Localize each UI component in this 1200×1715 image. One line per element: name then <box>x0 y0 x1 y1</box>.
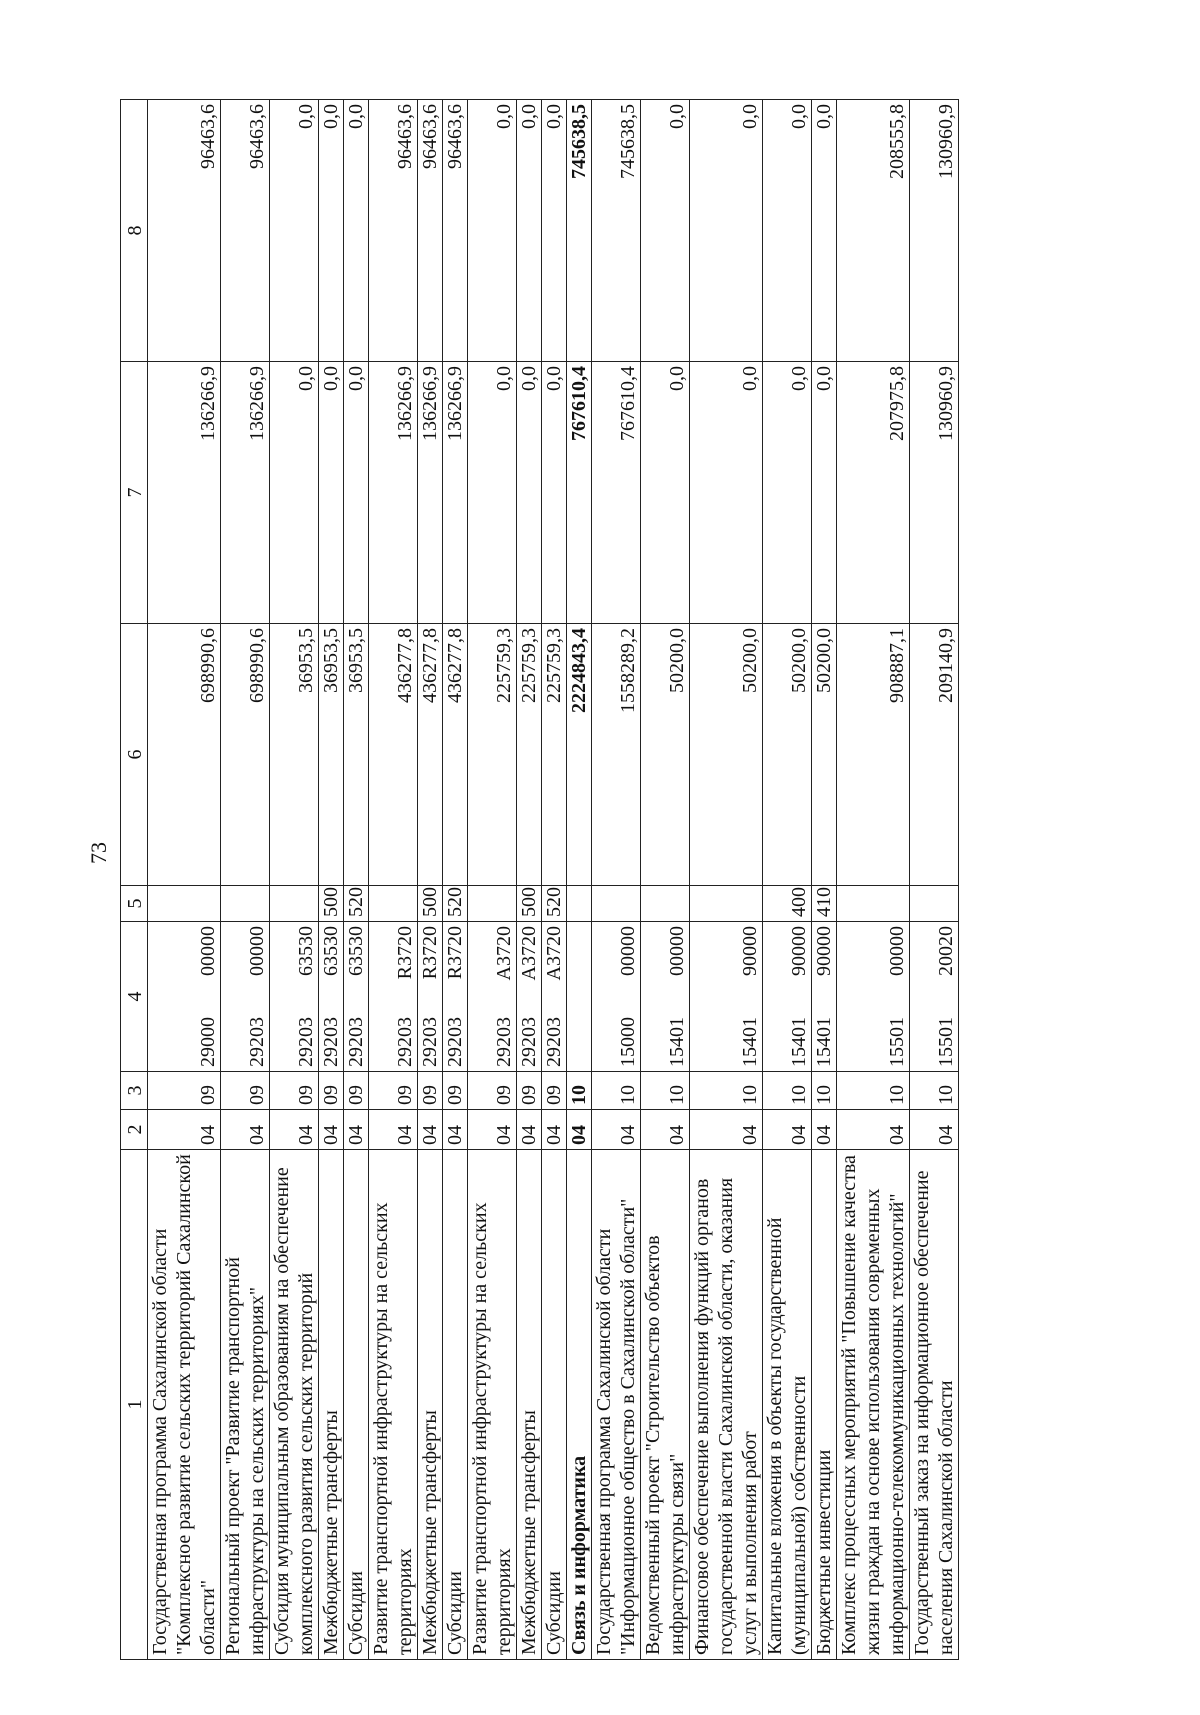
row-target-code-cell <box>319 922 344 1072</box>
target-code-part-1: 29000 <box>197 1017 219 1067</box>
row-c7-amount-cell: 0,0 <box>344 362 369 624</box>
row-c8-amount-cell: 208555,8 <box>837 100 910 362</box>
row-c6-amount-cell: 1558289,2 <box>592 624 641 886</box>
table-row <box>837 100 910 1660</box>
target-code-part-1: 15401 <box>666 1017 688 1067</box>
row-c8-amount-cell: 745638,5 <box>567 100 592 362</box>
target-code-part-1: 15501 <box>886 1017 908 1067</box>
target-code-split <box>934 926 958 1067</box>
target-code-split <box>492 926 516 1067</box>
table-row <box>641 100 690 1660</box>
row-name-cell: Финансовое обеспечение выполнения функций органов государственной власти Сахалинской области, оказания услуг и выполнения работ <box>690 1150 763 1660</box>
row-c3-cell: 10 <box>837 1072 910 1110</box>
row-name-cell: Межбюджетные трансферты <box>319 1150 344 1660</box>
row-c5-cell: 520 <box>344 886 369 922</box>
row-name-cell: Субсидии <box>542 1150 567 1660</box>
row-target-code-cell <box>468 922 517 1072</box>
row-c6-amount-cell: 2224843,4 <box>567 624 592 886</box>
target-code-split <box>738 926 762 1067</box>
target-code-split <box>393 926 417 1067</box>
row-c8-amount-cell: 0,0 <box>690 100 763 362</box>
row-name-cell: Государственный заказ на информационное обеспечение населения Сахалинской области <box>910 1150 959 1660</box>
row-c8-amount-cell: 96463,6 <box>148 100 221 362</box>
target-code-part-1: 29203 <box>320 1017 342 1067</box>
target-code-part-2: 63530 <box>345 926 367 976</box>
row-c5-cell <box>221 886 270 922</box>
table-row <box>319 100 344 1660</box>
target-code-part-2: 00000 <box>197 926 219 976</box>
row-c6-amount-cell: 50200,0 <box>690 624 763 886</box>
row-c7-amount-cell: 0,0 <box>270 362 319 624</box>
target-code-split <box>418 926 442 1067</box>
row-c3-cell: 09 <box>443 1072 468 1110</box>
target-code-part-1: 29203 <box>419 1017 441 1067</box>
row-target-code-cell <box>221 922 270 1072</box>
row-c7-amount-cell: 0,0 <box>517 362 542 624</box>
row-c6-amount-cell: 225759,3 <box>468 624 517 886</box>
row-c7-amount-cell: 0,0 <box>763 362 812 624</box>
row-c7-amount-cell: 0,0 <box>641 362 690 624</box>
row-name-cell: Субсидии <box>443 1150 468 1660</box>
row-c8-amount-cell: 0,0 <box>270 100 319 362</box>
row-c2-cell: 04 <box>418 1110 443 1150</box>
row-c7-amount-cell: 0,0 <box>468 362 517 624</box>
row-c7-amount-cell: 0,0 <box>690 362 763 624</box>
row-c7-amount-cell: 136266,9 <box>221 362 270 624</box>
target-code-part-2: A3720 <box>518 926 540 981</box>
target-code-split <box>885 926 909 1067</box>
table-row <box>910 100 959 1660</box>
row-c8-amount-cell: 0,0 <box>641 100 690 362</box>
row-c8-amount-cell: 0,0 <box>319 100 344 362</box>
target-code-part-2: 90000 <box>788 926 810 976</box>
row-c2-cell: 04 <box>319 1110 344 1150</box>
table-row <box>369 100 418 1660</box>
target-code-part-2: 63530 <box>320 926 342 976</box>
row-c5-cell: 500 <box>517 886 542 922</box>
row-c2-cell: 04 <box>344 1110 369 1150</box>
row-c3-cell: 10 <box>812 1072 837 1110</box>
row-c3-cell: 09 <box>148 1072 221 1110</box>
header-col-4: 4 <box>121 922 148 1072</box>
row-name-cell: Бюджетные инвестиции <box>812 1150 837 1660</box>
row-c3-cell: 09 <box>369 1072 418 1110</box>
row-c6-amount-cell: 36953,5 <box>344 624 369 886</box>
row-c7-amount-cell: 136266,9 <box>148 362 221 624</box>
row-target-code-cell <box>592 922 641 1072</box>
row-c3-cell: 10 <box>690 1072 763 1110</box>
row-c6-amount-cell: 698990,6 <box>148 624 221 886</box>
row-c6-amount-cell: 209140,9 <box>910 624 959 886</box>
row-c3-cell: 09 <box>319 1072 344 1110</box>
row-c6-amount-cell: 36953,5 <box>270 624 319 886</box>
row-c5-cell: 520 <box>443 886 468 922</box>
row-c6-amount-cell: 225759,3 <box>542 624 567 886</box>
row-c2-cell: 04 <box>468 1110 517 1150</box>
row-name-cell: Развитие транспортной инфраструктуры на сельских территориях <box>369 1150 418 1660</box>
row-c5-cell <box>910 886 959 922</box>
target-code-split <box>812 926 836 1067</box>
row-name-cell: Субсидии <box>344 1150 369 1660</box>
row-c5-cell <box>270 886 319 922</box>
row-c8-amount-cell: 0,0 <box>344 100 369 362</box>
row-name-cell: Субсидия муниципальным образованиям на обеспечение комплексного развития сельских территорий <box>270 1150 319 1660</box>
row-c2-cell: 04 <box>812 1110 837 1150</box>
row-c7-amount-cell: 130960,9 <box>910 362 959 624</box>
row-c5-cell: 500 <box>418 886 443 922</box>
header-col-8: 8 <box>121 100 148 362</box>
header-row <box>121 100 148 1660</box>
row-target-code-cell <box>641 922 690 1072</box>
target-code-part-2: R3720 <box>394 926 416 980</box>
row-c7-amount-cell: 0,0 <box>319 362 344 624</box>
target-code-part-1: 15401 <box>739 1017 761 1067</box>
row-c2-cell: 04 <box>517 1110 542 1150</box>
target-code-split <box>787 926 811 1067</box>
row-target-code-cell <box>763 922 812 1072</box>
row-c8-amount-cell: 96463,6 <box>418 100 443 362</box>
row-c6-amount-cell: 225759,3 <box>517 624 542 886</box>
row-c2-cell: 04 <box>690 1110 763 1150</box>
row-c2-cell: 04 <box>270 1110 319 1150</box>
row-c5-cell <box>567 886 592 922</box>
row-c8-amount-cell: 0,0 <box>542 100 567 362</box>
target-code-part-1: 29203 <box>246 1017 268 1067</box>
row-c6-amount-cell: 50200,0 <box>812 624 837 886</box>
row-c8-amount-cell: 0,0 <box>763 100 812 362</box>
target-code-part-2: A3720 <box>493 926 515 981</box>
row-c3-cell: 09 <box>517 1072 542 1110</box>
row-c7-amount-cell: 0,0 <box>812 362 837 624</box>
row-c3-cell: 10 <box>910 1072 959 1110</box>
row-target-code-cell <box>369 922 418 1072</box>
row-c5-cell <box>468 886 517 922</box>
row-name-cell: Связь и информатика <box>567 1150 592 1660</box>
rotated-table-wrapper <box>120 100 1080 1660</box>
table-row <box>592 100 641 1660</box>
table-row <box>690 100 763 1660</box>
target-code-part-2: R3720 <box>419 926 441 980</box>
target-code-split <box>294 926 318 1067</box>
table-row <box>517 100 542 1660</box>
target-code-part-2: 00000 <box>246 926 268 976</box>
row-c3-cell: 09 <box>468 1072 517 1110</box>
row-target-code-cell <box>270 922 319 1072</box>
row-c8-amount-cell: 745638,5 <box>592 100 641 362</box>
target-code-part-2: 00000 <box>617 926 639 976</box>
target-code-part-1: 29203 <box>543 1017 565 1067</box>
page-number: 73 <box>86 842 111 864</box>
table-row <box>812 100 837 1660</box>
row-name-cell: Государственная программа Сахалинской области "Информационное общество в Сахалинской области" <box>592 1150 641 1660</box>
target-code-part-1: 15000 <box>617 1017 639 1067</box>
row-c2-cell: 04 <box>369 1110 418 1150</box>
row-c3-cell: 10 <box>592 1072 641 1110</box>
row-target-code-cell <box>344 922 369 1072</box>
row-c5-cell <box>148 886 221 922</box>
target-code-part-2: 00000 <box>666 926 688 976</box>
target-code-part-2: 20020 <box>935 926 957 976</box>
target-code-split <box>517 926 541 1067</box>
row-target-code-cell <box>837 922 910 1072</box>
header-col-3: 3 <box>121 1072 148 1110</box>
row-c2-cell: 04 <box>148 1110 221 1150</box>
row-c5-cell: 410 <box>812 886 837 922</box>
row-c6-amount-cell: 50200,0 <box>641 624 690 886</box>
target-code-part-2: 90000 <box>813 926 835 976</box>
row-c8-amount-cell: 96463,6 <box>369 100 418 362</box>
target-code-split <box>616 926 640 1067</box>
header-col-2: 2 <box>121 1110 148 1150</box>
row-c8-amount-cell: 0,0 <box>812 100 837 362</box>
target-code-split <box>665 926 689 1067</box>
table-row <box>344 100 369 1660</box>
row-c2-cell: 04 <box>910 1110 959 1150</box>
table-body <box>148 100 959 1660</box>
target-code-split <box>542 926 566 1067</box>
row-c3-cell: 10 <box>763 1072 812 1110</box>
row-name-cell: Развитие транспортной инфраструктуры на сельских территориях <box>468 1150 517 1660</box>
header-col-7: 7 <box>121 362 148 624</box>
row-c7-amount-cell: 767610,4 <box>567 362 592 624</box>
target-code-split <box>196 926 220 1067</box>
row-c7-amount-cell: 136266,9 <box>369 362 418 624</box>
table-row <box>270 100 319 1660</box>
header-col-5: 5 <box>121 886 148 922</box>
row-c3-cell: 09 <box>270 1072 319 1110</box>
row-c3-cell: 09 <box>418 1072 443 1110</box>
target-code-part-1: 29203 <box>345 1017 367 1067</box>
row-name-cell: Комплекс процессных мероприятий "Повышение качества жизни граждан на основе использования современных информационно-телекоммуникационных технологий" <box>837 1150 910 1660</box>
row-c8-amount-cell: 96463,6 <box>443 100 468 362</box>
table-row <box>542 100 567 1660</box>
row-target-code-cell <box>418 922 443 1072</box>
row-c2-cell: 04 <box>542 1110 567 1150</box>
row-target-code-cell <box>148 922 221 1072</box>
target-code-split <box>245 926 269 1067</box>
row-c2-cell: 04 <box>443 1110 468 1150</box>
row-c3-cell: 10 <box>567 1072 592 1110</box>
row-c6-amount-cell: 698990,6 <box>221 624 270 886</box>
target-code-part-1: 15401 <box>788 1017 810 1067</box>
target-code-part-1: 29203 <box>394 1017 416 1067</box>
target-code-part-2: A3720 <box>543 926 565 981</box>
table-row <box>221 100 270 1660</box>
table-row <box>468 100 517 1660</box>
row-c5-cell <box>369 886 418 922</box>
row-target-code-cell <box>910 922 959 1072</box>
header-col-6: 6 <box>121 624 148 886</box>
row-c3-cell: 09 <box>542 1072 567 1110</box>
target-code-part-1: 29203 <box>444 1017 466 1067</box>
target-code-split <box>443 926 467 1067</box>
row-c3-cell: 09 <box>221 1072 270 1110</box>
target-code-part-2: R3720 <box>444 926 466 980</box>
row-c8-amount-cell: 96463,6 <box>221 100 270 362</box>
target-code-part-1: 29203 <box>295 1017 317 1067</box>
row-c6-amount-cell: 436277,8 <box>443 624 468 886</box>
target-code-part-1: 29203 <box>518 1017 540 1067</box>
target-code-part-1: 29203 <box>493 1017 515 1067</box>
table-row <box>763 100 812 1660</box>
target-code-part-2: 90000 <box>739 926 761 976</box>
table-row <box>443 100 468 1660</box>
row-c6-amount-cell: 436277,8 <box>369 624 418 886</box>
row-name-cell: Региональный проект "Развитие транспортной инфраструктуры на сельских территориях" <box>221 1150 270 1660</box>
header-col-1: 1 <box>121 1150 148 1660</box>
row-c8-amount-cell: 0,0 <box>517 100 542 362</box>
row-c2-cell: 04 <box>567 1110 592 1150</box>
row-c2-cell: 04 <box>763 1110 812 1150</box>
row-c7-amount-cell: 136266,9 <box>443 362 468 624</box>
row-c5-cell <box>592 886 641 922</box>
row-c8-amount-cell: 130960,9 <box>910 100 959 362</box>
row-c6-amount-cell: 908887,1 <box>837 624 910 886</box>
row-c5-cell <box>837 886 910 922</box>
row-c3-cell: 10 <box>641 1072 690 1110</box>
row-c6-amount-cell: 36953,5 <box>319 624 344 886</box>
row-target-code-cell <box>567 922 592 1072</box>
table-row <box>567 100 592 1660</box>
row-c2-cell: 04 <box>837 1110 910 1150</box>
table-row <box>148 100 221 1660</box>
row-c5-cell: 520 <box>542 886 567 922</box>
row-target-code-cell <box>812 922 837 1072</box>
table-row <box>418 100 443 1660</box>
row-target-code-cell <box>690 922 763 1072</box>
row-name-cell: Межбюджетные трансферты <box>418 1150 443 1660</box>
target-code-split <box>319 926 343 1067</box>
row-c7-amount-cell: 207975,8 <box>837 362 910 624</box>
target-code-part-2: 63530 <box>295 926 317 976</box>
budget-table <box>120 99 959 1660</box>
row-c6-amount-cell: 436277,8 <box>418 624 443 886</box>
row-target-code-cell <box>517 922 542 1072</box>
row-c2-cell: 04 <box>641 1110 690 1150</box>
row-c5-cell <box>641 886 690 922</box>
row-c3-cell: 09 <box>344 1072 369 1110</box>
row-c6-amount-cell: 50200,0 <box>763 624 812 886</box>
row-name-cell: Государственная программа Сахалинской области "Комплексное развитие сельских территорий Сахалинской области" <box>148 1150 221 1660</box>
row-c5-cell: 400 <box>763 886 812 922</box>
row-name-cell: Капитальные вложения в объекты государственной (муниципальной) собственности <box>763 1150 812 1660</box>
row-c7-amount-cell: 136266,9 <box>418 362 443 624</box>
row-target-code-cell <box>443 922 468 1072</box>
row-name-cell: Ведомственный проект "Строительство объектов инфраструктуры связи" <box>641 1150 690 1660</box>
row-name-cell: Межбюджетные трансферты <box>517 1150 542 1660</box>
target-code-part-1: 15401 <box>813 1017 835 1067</box>
target-code-part-1: 15501 <box>935 1017 957 1067</box>
row-c8-amount-cell: 0,0 <box>468 100 517 362</box>
row-c5-cell <box>690 886 763 922</box>
target-code-part-2: 00000 <box>886 926 908 976</box>
row-c2-cell: 04 <box>592 1110 641 1150</box>
row-target-code-cell <box>542 922 567 1072</box>
row-c7-amount-cell: 0,0 <box>542 362 567 624</box>
row-c2-cell: 04 <box>221 1110 270 1150</box>
target-code-split <box>344 926 368 1067</box>
row-c7-amount-cell: 767610,4 <box>592 362 641 624</box>
row-c5-cell: 500 <box>319 886 344 922</box>
